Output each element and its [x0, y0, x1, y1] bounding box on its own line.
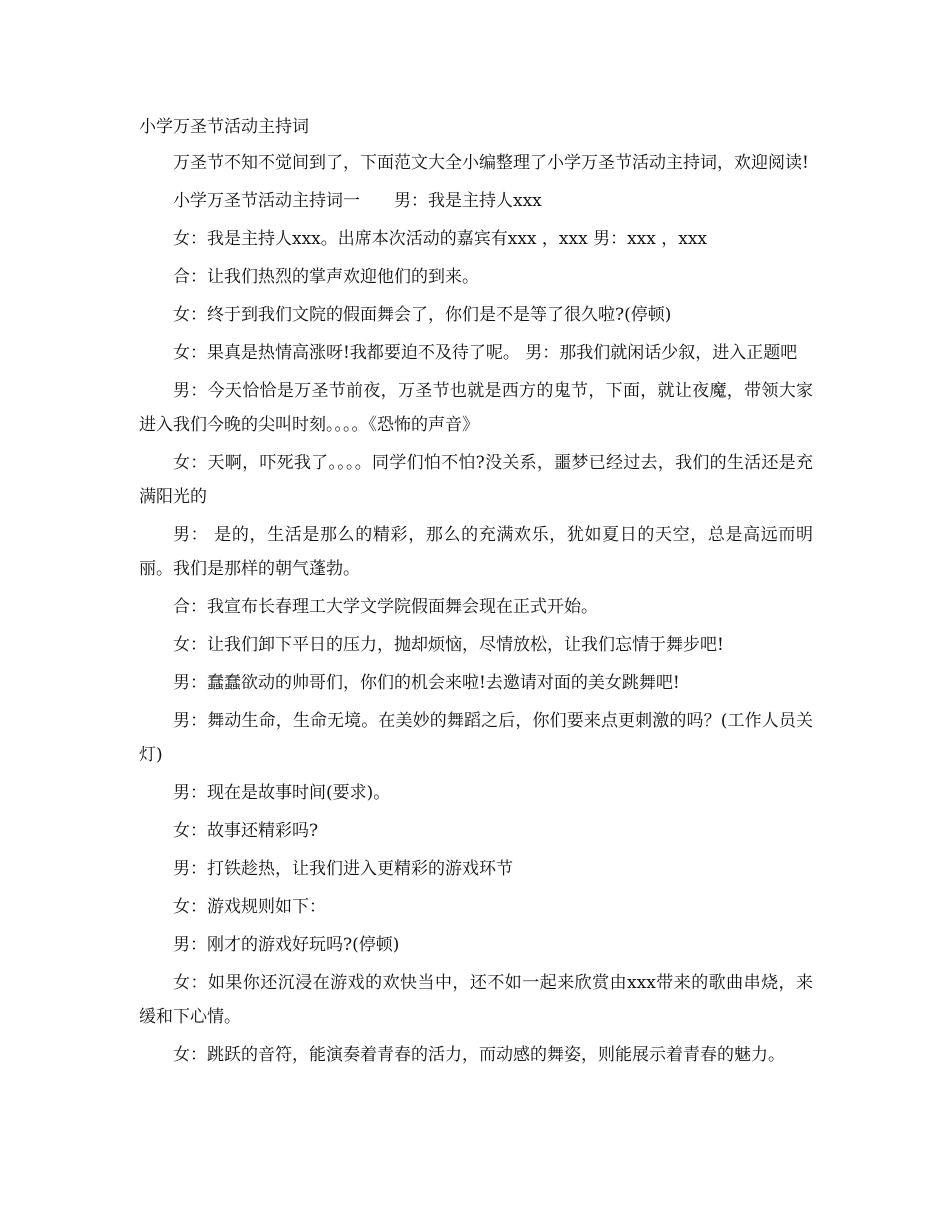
- script-line: 女：我是主持人xxx。出席本次活动的嘉宾有xxx ，xxx 男：xxx ，xxx: [173, 229, 708, 249]
- script-line: 女：如果你还沉浸在游戏的欢快当中，还不如一起来欣赏由xxx带来的歌曲串烧，来缓和下心情。: [139, 973, 813, 1027]
- intro-paragraph: 万圣节不知不觉间到了，下面范文大全小编整理了小学万圣节活动主持词，欢迎阅读!: [173, 153, 809, 173]
- script-line: 男：刚才的游戏好玩吗?(停顿): [173, 935, 400, 955]
- script-line: 男：打铁趁热，让我们进入更精彩的游戏环节: [173, 859, 513, 879]
- script-line: 女：终于到我们文院的假面舞会了，你们是不是等了很久啦?(停顿): [173, 305, 672, 325]
- script-line: 男：蠢蠢欲动的帅哥们，你们的机会来啦!去邀请对面的美女跳舞吧!: [173, 673, 680, 693]
- script-line: 小学万圣节活动主持词一 男：我是主持人xxx: [173, 191, 542, 211]
- script-line: 女：游戏规则如下：: [173, 897, 326, 917]
- script-line: 男：现在是故事时间(要求)。: [173, 783, 391, 803]
- script-line: 女：天啊，吓死我了。。。。同学们怕不怕?没关系，噩梦已经过去，我们的生活还是充满阳光的: [139, 453, 813, 507]
- document-title: 小学万圣节活动主持词: [139, 117, 309, 137]
- script-line: 男： 是的，生活是那么的精彩，那么的充满欢乐，犹如夏日的天空，总是高远而明丽。我们是那样的朝气蓬勃。: [139, 525, 813, 579]
- script-line: 女：跳跃的音符，能演奏着青春的活力，而动感的舞姿，则能展示着青春的魅力。: [173, 1045, 785, 1065]
- script-line: 女：果真是热情高涨呀!我都要迫不及待了呢。 男：那我们就闲话少叙，进入正题吧: [173, 343, 798, 363]
- script-line: 合：让我们热烈的掌声欢迎他们的到来。: [173, 267, 479, 287]
- script-line: 女：故事还精彩吗?: [173, 821, 319, 841]
- script-line: 男：今天恰恰是万圣节前夜，万圣节也就是西方的鬼节，下面，就让夜魔，带领大家进入我们今晚的尖叫时刻。。。。《恐怖的声音》: [139, 381, 813, 435]
- script-line: 合：我宣布长春理工大学文学院假面舞会现在正式开始。: [173, 597, 598, 617]
- script-line: 男：舞动生命，生命无境。在美妙的舞蹈之后，你们要来点更刺激的吗？(工作人员关灯): [139, 711, 813, 765]
- script-line: 女：让我们卸下平日的压力，抛却烦恼，尽情放松，让我们忘情于舞步吧!: [173, 635, 724, 655]
- document-page: [139, 116, 813, 1076]
